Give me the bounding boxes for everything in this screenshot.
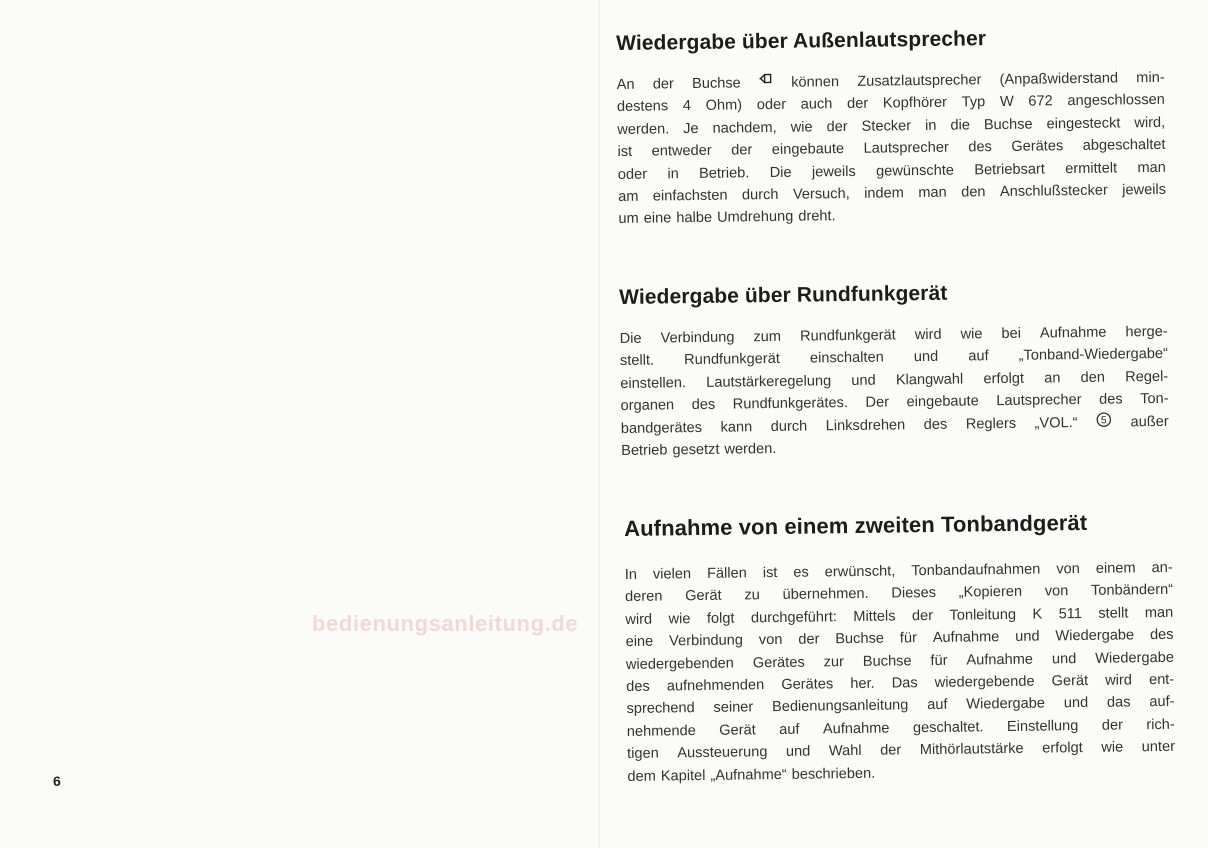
word: Gerät bbox=[685, 588, 722, 605]
word: herge- bbox=[1125, 323, 1168, 341]
word: einstellen. bbox=[620, 374, 687, 392]
word: erwünscht, bbox=[824, 563, 896, 581]
word: wird, bbox=[1134, 114, 1166, 132]
word: Lautstärkeregelung bbox=[706, 373, 832, 391]
word: zur bbox=[823, 653, 845, 671]
word: Regel- bbox=[1125, 368, 1169, 386]
word: von bbox=[1056, 561, 1080, 578]
word: wird bbox=[1105, 672, 1133, 689]
svg-text:5: 5 bbox=[1101, 414, 1107, 426]
word: der bbox=[911, 607, 934, 625]
word: dreht. bbox=[798, 208, 836, 226]
word: auf bbox=[968, 348, 989, 365]
word: der bbox=[652, 76, 674, 93]
word: ist bbox=[762, 564, 778, 582]
word: für bbox=[899, 630, 917, 647]
word: rich- bbox=[1146, 716, 1175, 734]
word: Die bbox=[619, 330, 642, 347]
word: und bbox=[851, 372, 876, 389]
word: wird bbox=[914, 326, 942, 344]
word: zu bbox=[744, 587, 760, 604]
word: einem bbox=[1095, 560, 1136, 577]
word: indem bbox=[864, 185, 904, 202]
word: Buchse bbox=[862, 652, 912, 670]
page-fold bbox=[598, 0, 600, 848]
word: Buchse bbox=[835, 630, 885, 648]
word: der bbox=[880, 742, 902, 759]
word: Gerät bbox=[719, 722, 756, 739]
watermark: bedienungsanleitung.de bbox=[312, 611, 579, 636]
word: entweder bbox=[651, 142, 712, 160]
word: Aufnahme bbox=[1039, 324, 1107, 342]
word: Kapitel bbox=[660, 767, 706, 785]
word: Mittels bbox=[853, 608, 896, 625]
word: einschalten bbox=[809, 349, 884, 367]
word: aufnehmenden bbox=[666, 677, 765, 695]
word: deren bbox=[624, 588, 663, 606]
word: „VOL.“ bbox=[1034, 414, 1078, 432]
word: und bbox=[785, 743, 811, 761]
word: den bbox=[1080, 369, 1106, 386]
word: Buchse bbox=[691, 75, 741, 93]
word: in bbox=[924, 117, 937, 134]
word: Tonleitung bbox=[949, 606, 1017, 624]
word: Die bbox=[769, 164, 792, 181]
word: der bbox=[826, 118, 848, 136]
word: das bbox=[1106, 694, 1131, 712]
word: K bbox=[1032, 606, 1043, 623]
word: der bbox=[846, 96, 869, 113]
word: Je bbox=[683, 120, 699, 137]
word: gewünschte bbox=[875, 162, 955, 180]
word: Lautsprecher bbox=[863, 139, 949, 157]
word: Verbindung bbox=[660, 329, 735, 347]
word: Gerätes bbox=[1011, 138, 1064, 156]
word: geschaltet. bbox=[912, 719, 984, 737]
word: stellt bbox=[1098, 605, 1129, 622]
word: Wiedergabe bbox=[966, 695, 1046, 713]
word: können bbox=[791, 74, 840, 91]
word: eingebaute bbox=[906, 393, 979, 411]
word: Aufnahme bbox=[822, 720, 890, 738]
word: Das bbox=[891, 675, 918, 692]
word: eine bbox=[643, 210, 672, 228]
word: Wahl bbox=[828, 743, 862, 760]
word: Gerätes bbox=[781, 676, 834, 693]
word: Mithörlautstärke bbox=[919, 741, 1024, 759]
word: halbe bbox=[676, 210, 713, 227]
word: unter bbox=[1141, 739, 1176, 756]
word: Lautsprecher bbox=[996, 392, 1082, 410]
section-heading: Wiedergabe über Außenlautsprecher bbox=[616, 27, 987, 55]
word: außer bbox=[1130, 413, 1169, 430]
word: und bbox=[1063, 695, 1089, 712]
word: Der bbox=[865, 394, 890, 412]
word: wiedergebenden bbox=[625, 655, 734, 673]
word: nachdem, bbox=[712, 119, 777, 137]
word: Buchse bbox=[983, 116, 1033, 134]
word: 4 bbox=[682, 98, 692, 115]
word: wie bbox=[668, 610, 691, 628]
word: organen bbox=[620, 397, 675, 415]
word: Tonbändern“ bbox=[1090, 582, 1174, 600]
word: eine bbox=[625, 633, 654, 651]
word: ent- bbox=[1148, 671, 1175, 689]
word: bei bbox=[1001, 325, 1022, 342]
word: eingesteckt bbox=[1046, 115, 1121, 133]
word: der bbox=[731, 142, 753, 159]
word: durch bbox=[770, 418, 808, 435]
word: Linksdrehen bbox=[825, 416, 906, 434]
section-heading: Wiedergabe über Rundfunkgerät bbox=[619, 281, 948, 309]
word: Reglers bbox=[965, 415, 1017, 433]
word: durch bbox=[741, 186, 779, 204]
word: erfolgt bbox=[983, 370, 1025, 388]
word: des bbox=[626, 678, 650, 696]
word: Kopfhörer bbox=[882, 95, 948, 112]
word: Gerätes bbox=[752, 654, 805, 671]
word: wie bbox=[1101, 739, 1124, 757]
word: Wiedergabe bbox=[1095, 649, 1175, 667]
section-paragraph bbox=[620, 321, 1170, 463]
section-paragraph bbox=[625, 557, 1176, 788]
word: Betrieb bbox=[621, 442, 668, 460]
word: Betrieb. bbox=[698, 164, 750, 182]
word: und bbox=[913, 349, 939, 366]
word: Einstellung bbox=[1006, 717, 1079, 735]
word: die bbox=[950, 117, 971, 134]
word: Zusatzlautsprecher bbox=[857, 72, 982, 90]
word: In bbox=[624, 566, 638, 583]
word: des bbox=[968, 139, 992, 156]
word: auf bbox=[927, 697, 948, 714]
page-number: 6 bbox=[53, 773, 61, 789]
section-external-speaker bbox=[616, 25, 1167, 231]
word: W bbox=[999, 94, 1014, 111]
word: Rundfunkgerät bbox=[799, 327, 896, 345]
word: „Kopieren bbox=[958, 584, 1023, 602]
word: Rundfunkgerätes. bbox=[732, 395, 849, 413]
word: Bedienungsanleitung bbox=[771, 697, 909, 716]
word: tigen bbox=[627, 745, 659, 763]
word: 511 bbox=[1058, 605, 1083, 623]
section-heading: Aufnahme von einem zweiten Tonbandgerät bbox=[624, 509, 1088, 541]
word: Wiedergabe bbox=[1055, 627, 1135, 645]
word: Ton- bbox=[1140, 391, 1169, 408]
word: in bbox=[667, 165, 679, 182]
word: wie bbox=[960, 326, 983, 343]
word: man bbox=[1144, 604, 1174, 622]
word: ist bbox=[617, 144, 633, 161]
word: des bbox=[923, 416, 948, 433]
word: „Tonband-Wiedergabe“ bbox=[1018, 346, 1169, 365]
word: werden. bbox=[617, 121, 670, 138]
word: Anschlußstecker bbox=[999, 182, 1108, 201]
word: von bbox=[1044, 583, 1069, 600]
word: der bbox=[798, 631, 820, 648]
word: ermittelt bbox=[1065, 160, 1118, 177]
word: stellt. bbox=[619, 352, 655, 370]
word: an bbox=[1044, 370, 1061, 387]
word: min- bbox=[1136, 69, 1165, 87]
word: und bbox=[1051, 650, 1077, 668]
word: Umdrehung bbox=[716, 209, 794, 227]
word: Betriebsart bbox=[974, 161, 1045, 178]
word: und bbox=[1015, 628, 1040, 646]
word: vielen bbox=[652, 566, 692, 583]
word: nehmende bbox=[626, 722, 696, 740]
word: Stecker bbox=[861, 117, 912, 135]
word: bandgerätes bbox=[620, 419, 703, 437]
word: auf bbox=[779, 721, 800, 738]
word: An bbox=[616, 76, 635, 93]
word: des bbox=[1098, 391, 1123, 408]
word: erfolgt bbox=[1042, 740, 1083, 757]
word: Dieses bbox=[891, 585, 937, 602]
word: beschrieben. bbox=[791, 765, 876, 783]
word: Versuch, bbox=[792, 185, 850, 203]
word: Aufnahme bbox=[966, 651, 1034, 669]
word: zum bbox=[753, 328, 782, 346]
word: werden. bbox=[724, 440, 777, 458]
word: es bbox=[793, 564, 809, 581]
word: auf- bbox=[1149, 694, 1175, 711]
word: des bbox=[691, 396, 716, 414]
word: dem bbox=[627, 768, 656, 785]
word: seiner bbox=[713, 699, 754, 717]
word: jeweils bbox=[1122, 181, 1167, 199]
word: folgt bbox=[706, 610, 735, 627]
word: Aufnahme bbox=[932, 629, 1000, 647]
word: man bbox=[918, 184, 947, 202]
word: Gerät bbox=[1051, 672, 1089, 690]
word: wie bbox=[790, 119, 813, 136]
word: auch bbox=[800, 96, 833, 113]
word: Typ bbox=[961, 94, 986, 111]
word: (Anpaßwiderstand bbox=[999, 70, 1119, 88]
word: Aussteuerung bbox=[677, 744, 768, 762]
word: sprechend bbox=[626, 700, 695, 718]
word: oder bbox=[617, 166, 648, 183]
word: der bbox=[1101, 717, 1124, 734]
word: übernehmen. bbox=[782, 586, 869, 604]
word: 672 bbox=[1028, 93, 1053, 111]
word: kann bbox=[720, 418, 753, 436]
word: her. bbox=[850, 675, 875, 693]
word: des bbox=[1149, 627, 1174, 644]
circled-number-5-icon bbox=[1096, 411, 1112, 427]
word: oder bbox=[756, 97, 787, 114]
word: von bbox=[758, 632, 783, 649]
word: gesetzt bbox=[672, 441, 720, 459]
word: einfachsten bbox=[652, 187, 728, 205]
section-radio-playback bbox=[619, 279, 1169, 463]
word: jeweils bbox=[811, 163, 856, 181]
section-paragraph bbox=[617, 67, 1167, 231]
speaker-socket-icon bbox=[759, 72, 773, 85]
word: Klangwahl bbox=[895, 371, 964, 389]
word: an- bbox=[1151, 559, 1173, 577]
word: am bbox=[618, 188, 639, 206]
word: wiedergebende bbox=[934, 673, 1035, 691]
word: durchgeführt: bbox=[750, 609, 838, 627]
section-dubbing bbox=[624, 509, 1176, 788]
word: „Aufnahme“ bbox=[710, 766, 787, 784]
word: angeschlossen bbox=[1067, 92, 1165, 110]
word: Ohm) bbox=[705, 97, 743, 115]
word: Verbindung bbox=[669, 632, 744, 650]
word: abgeschaltet bbox=[1082, 137, 1166, 155]
word: destens bbox=[616, 98, 669, 116]
word: für bbox=[930, 652, 948, 669]
word: wird bbox=[625, 611, 653, 628]
word: Fällen bbox=[706, 565, 747, 582]
word: um bbox=[618, 211, 639, 228]
word: man bbox=[1137, 159, 1166, 176]
word: Rundfunkgerät bbox=[684, 351, 780, 369]
word: Tonbandaufnahmen bbox=[911, 561, 1041, 580]
word: den bbox=[961, 184, 986, 201]
word: eingebaute bbox=[771, 141, 845, 159]
